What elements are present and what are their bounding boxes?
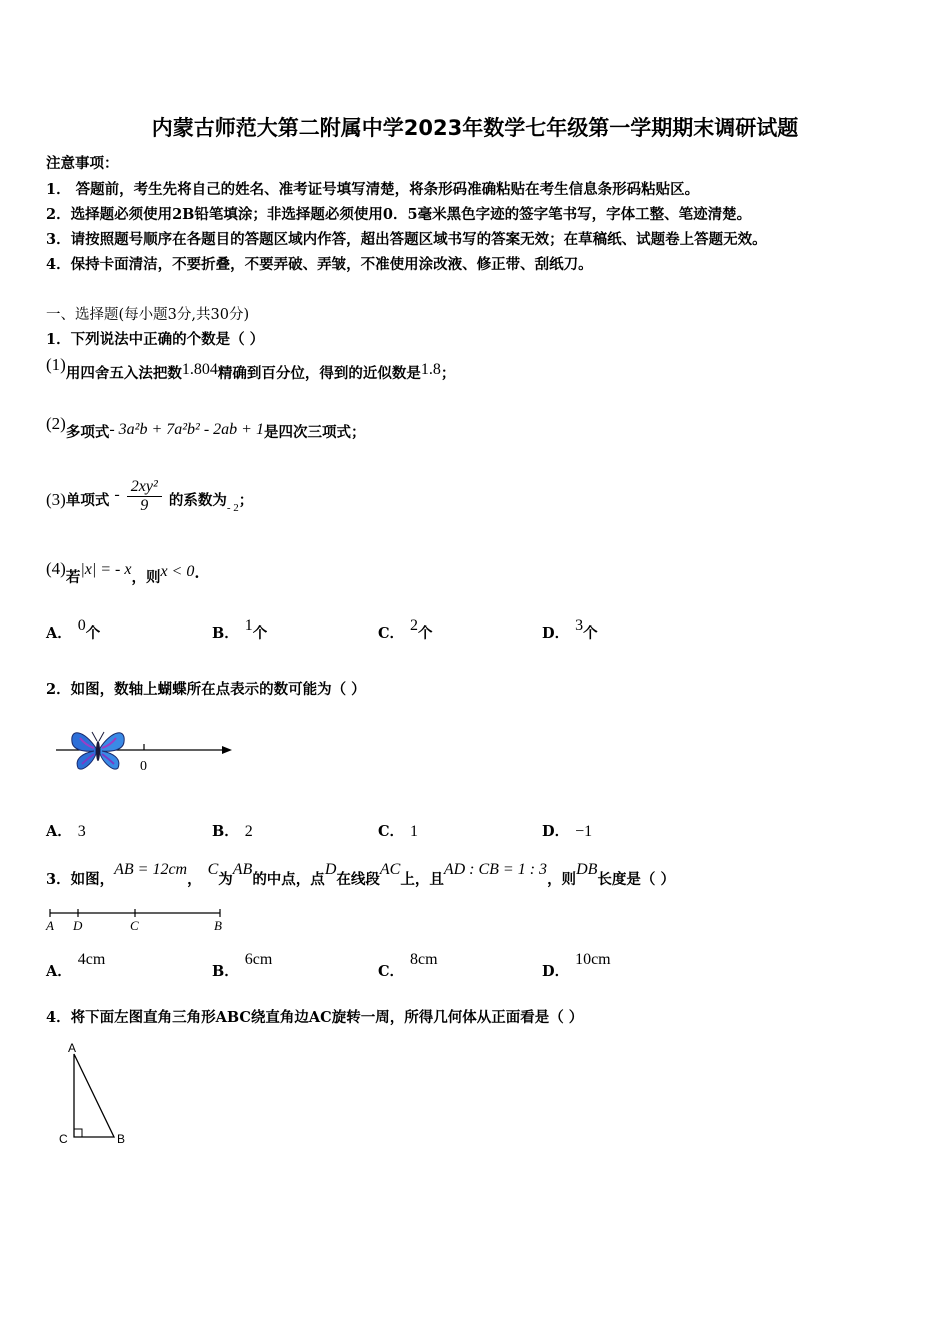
label-c: C	[130, 918, 139, 933]
q1-option-c[interactable]: C． 2个	[378, 617, 433, 642]
q2-option-b[interactable]: B． 2	[212, 823, 253, 840]
q3-option-b[interactable]: B．6cm	[212, 951, 273, 980]
label-d: D	[73, 918, 83, 933]
segment-figure	[44, 905, 234, 935]
number-line-figure	[50, 720, 240, 780]
q1-option-d[interactable]: D． 3个	[542, 617, 598, 642]
question-1-stem: 1．下列说法中正确的个数是（ ）	[46, 331, 265, 348]
fraction: $\frac{\text{2xy²}}{9}$	[127, 478, 162, 515]
q3-option-c[interactable]: C．8cm	[378, 951, 438, 980]
notice-item-4: 4．保持卡面清洁，不要折叠，不要弄破、弄皱，不准使用涂改液、修正带、刮纸刀。	[46, 256, 593, 273]
q2-option-c[interactable]: C． 1	[378, 823, 419, 840]
q1-statement-1: (1)用四舍五入法把数1.804精确到百分位，得到的近似数是1.8；	[46, 355, 456, 382]
q1-statement-4: (4)若|x| = - x，则x < 0.	[46, 559, 200, 586]
label-b: B	[214, 918, 222, 933]
label-a: A	[46, 918, 54, 933]
right-angle-mark	[74, 1129, 82, 1137]
vertex-c-label: C	[59, 1132, 68, 1146]
question-2-stem: 2．如图，数轴上蝴蝶所在点表示的数可能为（ ）	[46, 681, 366, 698]
triangle-abc	[74, 1054, 114, 1137]
notice-item-2: 2．选择题必须使用2B铅笔填涂；非选择题必须使用0．5毫米黑色字迹的签字笔书写，字体工整、笔迹清楚。	[46, 206, 752, 223]
q1-statement-3: (3)单项式 - $\frac{\text{2xy²}}{9}$ 的系数为$_{- 2}$；	[46, 478, 254, 514]
q2-option-d[interactable]: D． −1	[542, 823, 593, 840]
notice-item-3: 3．请按照题号顺序在各题目的答题区域内作答，超出答题区域书写的答案无效；在草稿纸、试题卷上答题无效。	[46, 231, 767, 248]
question-4-stem: 4．将下面左图直角三角形ABC绕直角边AC旋转一周，所得几何体从正面看是（ ）	[46, 1009, 584, 1026]
q2-option-a[interactable]: A． 3	[46, 823, 86, 840]
q1-statement-2: (2)多项式- 3a²b + 7a²b² - 2ab + 1是四次三项式；	[46, 414, 366, 441]
arrow-icon	[222, 746, 232, 754]
notice-heading: 注意事项：	[46, 155, 119, 172]
notice-item-1: 1． 答题前，考生先将自己的姓名、准考证号填写清楚，将条形码准确粘贴在考生信息条形码粘贴区。	[46, 181, 700, 198]
section-heading: 一、选择题(每小题3分,共30分)	[46, 307, 250, 323]
q3-option-d[interactable]: D．10cm	[542, 951, 611, 980]
vertex-b-label: B	[117, 1132, 126, 1146]
q1-option-a[interactable]: A． 0个	[46, 617, 101, 642]
question-3-stem: 3．如图，AB = 12cm，C为AB的中点，点D在线段AC上，且AD : CB = 1 : 3，则DB长度是（ ）	[46, 861, 675, 888]
q3-option-a[interactable]: A．4cm	[46, 951, 106, 980]
axis-zero-label: 0	[140, 759, 147, 774]
right-triangle-figure	[56, 1040, 146, 1150]
q1-option-b[interactable]: B． 1个	[212, 617, 268, 642]
vertex-a-label: A	[68, 1041, 77, 1055]
page-title: 内蒙古师范大第二附属中学2023年数学七年级第一学期期末调研试题	[151, 116, 799, 140]
